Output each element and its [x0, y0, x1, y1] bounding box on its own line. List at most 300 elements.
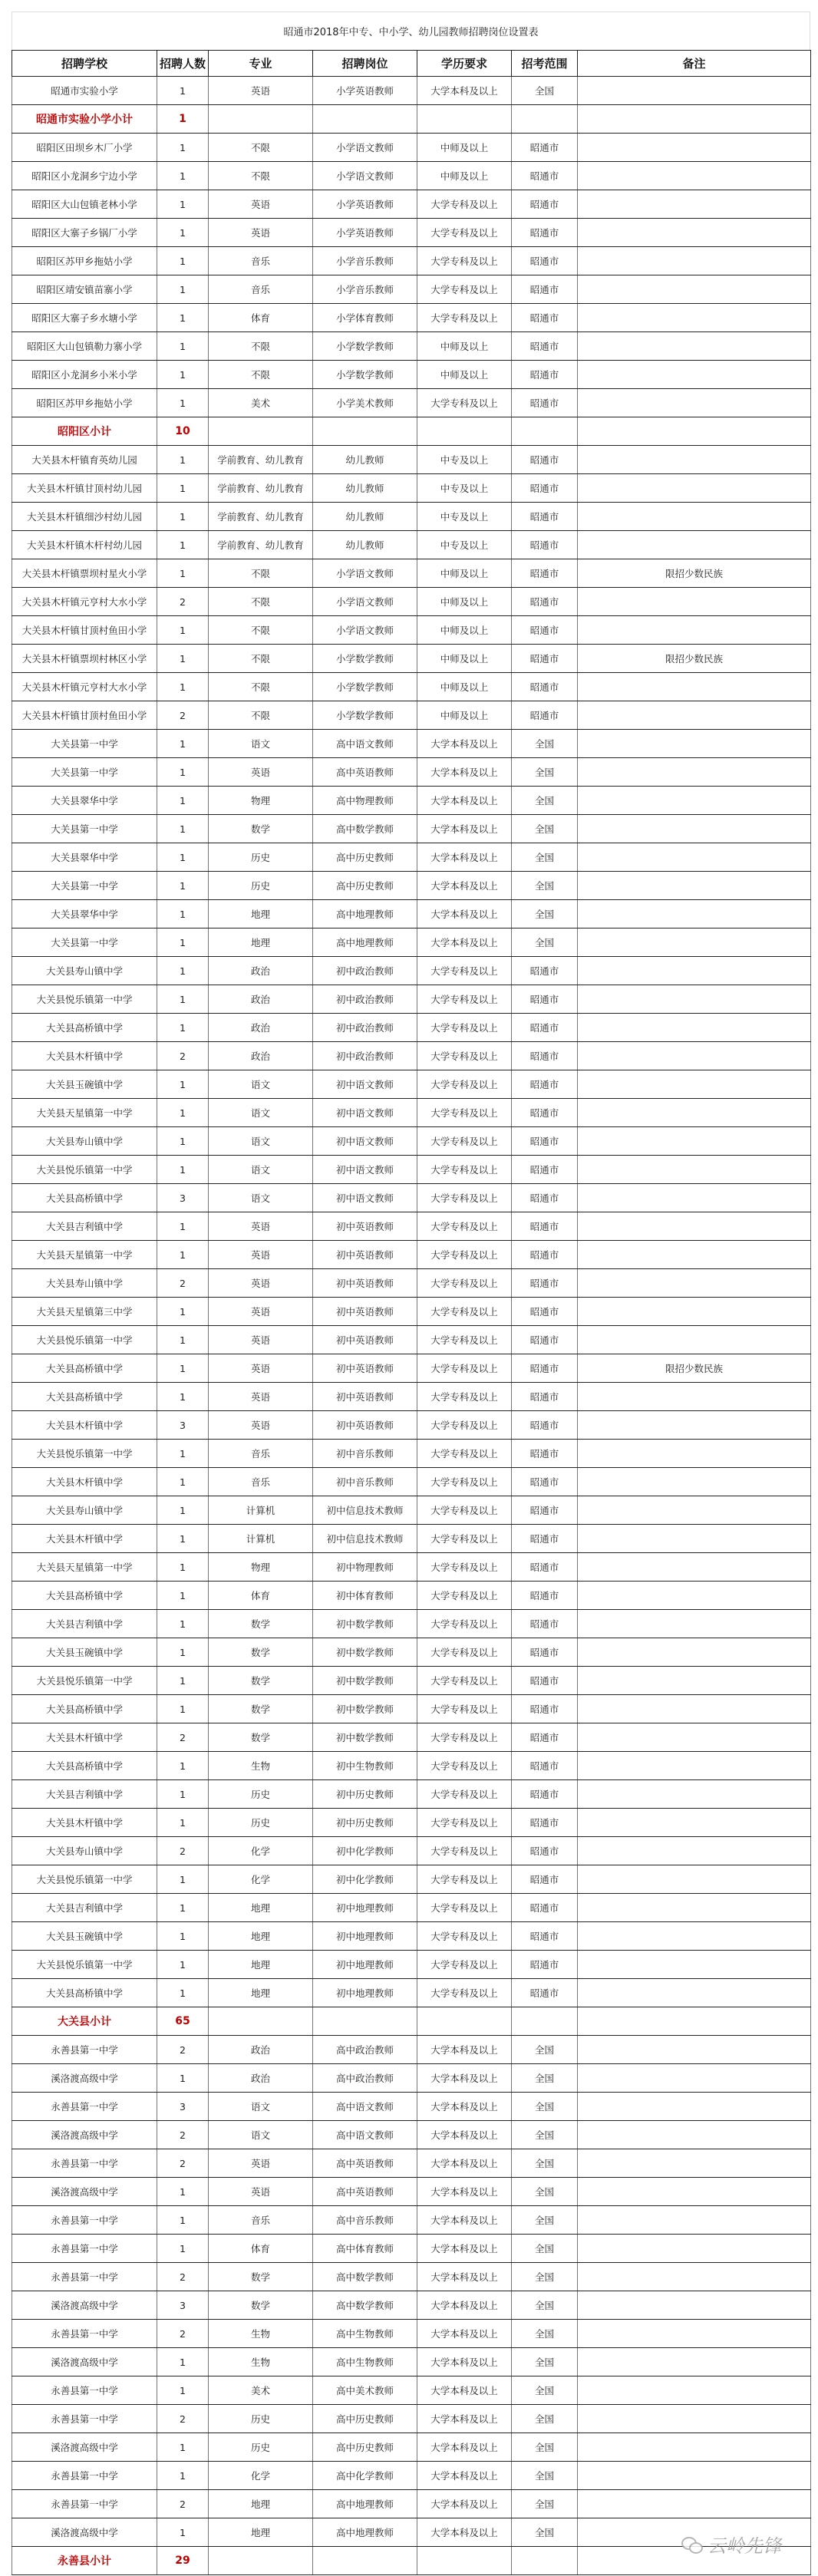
table-row	[12, 1468, 811, 1496]
cell-education: 大学本科及以上	[417, 2433, 512, 2462]
cell-count: 1	[157, 219, 209, 247]
cell-education: 大学本科及以上	[417, 872, 512, 900]
table-row	[12, 247, 811, 275]
table-row	[12, 332, 811, 361]
cell-note	[578, 673, 811, 701]
cell-count: 1	[157, 2178, 209, 2206]
cell-school: 大关县高桥镇中学	[12, 1979, 157, 2007]
cell-scope: 昭通市	[512, 1695, 578, 1723]
cell-education: 大学专科及以上	[417, 1383, 512, 1411]
cell-major: 地理	[209, 928, 313, 957]
cell-major: 学前教育、幼儿教育	[209, 474, 313, 503]
cell-note	[578, 1383, 811, 1411]
table-row	[12, 162, 811, 190]
table-row	[12, 1156, 811, 1184]
cell-major: 政治	[209, 957, 313, 985]
cell-scope: 全国	[512, 843, 578, 872]
cell-post: 小学数学教师	[313, 701, 417, 730]
table-row	[12, 1525, 811, 1553]
cell-scope: 昭通市	[512, 1269, 578, 1298]
cell-scope: 昭通市	[512, 1951, 578, 1979]
cell-scope: 昭通市	[512, 1014, 578, 1042]
cell-count: 1	[157, 730, 209, 758]
cell-note	[578, 361, 811, 389]
cell-scope: 全国	[512, 872, 578, 900]
cell-post: 高中化学教师	[313, 2462, 417, 2490]
cell-count: 2	[157, 2405, 209, 2433]
cell-count: 2	[157, 2490, 209, 2518]
cell-education: 大学专科及以上	[417, 389, 512, 417]
cell-note	[578, 275, 811, 304]
cell-count: 3	[157, 2291, 209, 2320]
cell-school: 大关县悦乐镇第一中学	[12, 1865, 157, 1894]
cell-count: 1	[157, 1865, 209, 1894]
cell-count: 1	[157, 2206, 209, 2235]
cell-scope: 昭通市	[512, 1042, 578, 1070]
cell-post: 幼儿教师	[313, 446, 417, 474]
cell-education: 中师及以上	[417, 361, 512, 389]
header-school: 招聘学校	[12, 51, 157, 77]
cell-school: 大关县天星镇第一中学	[12, 1553, 157, 1582]
cell-major: 政治	[209, 2036, 313, 2064]
cell-education: 中师及以上	[417, 645, 512, 673]
cell-post: 初中数学教师	[313, 1723, 417, 1752]
cell-post: 初中语文教师	[313, 1184, 417, 1212]
cell-school: 溪洛渡高级中学	[12, 2291, 157, 2320]
cell-education: 大学专科及以上	[417, 1809, 512, 1837]
cell-major: 地理	[209, 900, 313, 928]
cell-scope: 昭通市	[512, 1837, 578, 1865]
cell-count: 1	[157, 361, 209, 389]
cell-education: 大学专科及以上	[417, 1951, 512, 1979]
cell-post: 高中历史教师	[313, 843, 417, 872]
cell-post: 高中英语教师	[313, 2149, 417, 2178]
cell-scope: 昭通市	[512, 190, 578, 219]
cell-count: 1	[157, 1638, 209, 1667]
cell-note	[578, 2405, 811, 2433]
cell-count: 2	[157, 1837, 209, 1865]
cell-education: 大学专科及以上	[417, 1582, 512, 1610]
cell-major: 政治	[209, 1014, 313, 1042]
cell-note	[578, 2235, 811, 2263]
cell-major: 数学	[209, 1695, 313, 1723]
cell-school: 大关县寿山镇中学	[12, 1496, 157, 1525]
cell-post: 初中政治教师	[313, 1014, 417, 1042]
cell-note	[578, 1865, 811, 1894]
cell-school: 溪洛渡高级中学	[12, 2518, 157, 2547]
cell-scope: 全国	[512, 2376, 578, 2405]
cell-note	[578, 2064, 811, 2093]
table-row	[12, 928, 811, 957]
cell-major: 体育	[209, 2235, 313, 2263]
cell-major: 语文	[209, 1070, 313, 1099]
cell-count: 1	[157, 1127, 209, 1156]
cell-note	[578, 1894, 811, 1922]
table-row	[12, 2291, 811, 2320]
table-row	[12, 2433, 811, 2462]
cell-scope: 昭通市	[512, 1894, 578, 1922]
cell-school: 大关县木杆镇中学	[12, 1411, 157, 1440]
cell-school: 大关县木杆镇细沙村幼儿园	[12, 503, 157, 531]
cell-scope: 全国	[512, 787, 578, 815]
cell-education: 大学专科及以上	[417, 1099, 512, 1127]
cell-major: 语文	[209, 1099, 313, 1127]
cell-education: 大学本科及以上	[417, 928, 512, 957]
cell-post: 小学数学教师	[313, 673, 417, 701]
cell-note	[578, 1127, 811, 1156]
cell-post: 初中化学教师	[313, 1837, 417, 1865]
cell-scope: 昭通市	[512, 1440, 578, 1468]
cell-major: 物理	[209, 1553, 313, 1582]
cell-note: 限招少数民族	[578, 559, 811, 588]
cell-post: 高中地理教师	[313, 2518, 417, 2547]
cell-scope: 昭通市	[512, 275, 578, 304]
cell-major: 数学	[209, 815, 313, 843]
cell-count: 1	[157, 247, 209, 275]
cell-post: 小学语文教师	[313, 559, 417, 588]
table-row	[12, 815, 811, 843]
cell-count: 1	[157, 275, 209, 304]
table-row	[12, 559, 811, 588]
cell-count: 1	[157, 2462, 209, 2490]
cell-count: 1	[157, 1496, 209, 1525]
table-row	[12, 1496, 811, 1525]
cell-education: 大学专科及以上	[417, 304, 512, 332]
cell-post: 初中信息技术教师	[313, 1525, 417, 1553]
cell-count: 1	[157, 1383, 209, 1411]
cell-scope: 昭通市	[512, 1638, 578, 1667]
cell-education: 中师及以上	[417, 332, 512, 361]
cell-scope: 昭通市	[512, 559, 578, 588]
cell-count: 10	[157, 417, 209, 446]
cell-education: 大学专科及以上	[417, 1070, 512, 1099]
cell-post: 初中历史教师	[313, 1809, 417, 1837]
cell-education: 大学专科及以上	[417, 1042, 512, 1070]
cell-post: 高中历史教师	[313, 872, 417, 900]
cell-school: 昭阳区苏甲乡拖姑小学	[12, 389, 157, 417]
cell-count: 2	[157, 701, 209, 730]
cell-education: 中专及以上	[417, 503, 512, 531]
cell-major: 英语	[209, 1269, 313, 1298]
cell-school: 大关县木杆镇甘顶村幼儿园	[12, 474, 157, 503]
cell-education: 大学专科及以上	[417, 1156, 512, 1184]
cell-school: 溪洛渡高级中学	[12, 2121, 157, 2149]
table-row	[12, 872, 811, 900]
cell-education: 大学本科及以上	[417, 2348, 512, 2376]
cell-count: 1	[157, 389, 209, 417]
cell-count: 1	[157, 815, 209, 843]
cell-count: 1	[157, 1752, 209, 1780]
cell-school: 大关县高桥镇中学	[12, 1354, 157, 1383]
cell-note	[578, 134, 811, 162]
table-row	[12, 1440, 811, 1468]
table-row	[12, 673, 811, 701]
cell-post: 初中英语教师	[313, 1298, 417, 1326]
table-row	[12, 2490, 811, 2518]
cell-major: 不限	[209, 134, 313, 162]
cell-note	[578, 247, 811, 275]
cell-education: 大学本科及以上	[417, 2064, 512, 2093]
cell-count: 2	[157, 2320, 209, 2348]
cell-note	[578, 787, 811, 815]
cell-scope: 昭通市	[512, 1752, 578, 1780]
cell-note	[578, 474, 811, 503]
cell-note	[578, 1440, 811, 1468]
cell-post: 初中数学教师	[313, 1610, 417, 1638]
cell-major: 音乐	[209, 275, 313, 304]
table-row	[12, 1553, 811, 1582]
table-row	[12, 2462, 811, 2490]
cell-count: 1	[157, 1667, 209, 1695]
cell-school: 大关县吉利镇中学	[12, 1610, 157, 1638]
cell-scope: 昭通市	[512, 247, 578, 275]
cell-education: 大学专科及以上	[417, 1894, 512, 1922]
cell-scope: 昭通市	[512, 1979, 578, 2007]
cell-major: 化学	[209, 1865, 313, 1894]
cell-education: 大学专科及以上	[417, 219, 512, 247]
cell-education: 大学专科及以上	[417, 1723, 512, 1752]
cell-scope: 昭通市	[512, 957, 578, 985]
table-row	[12, 1752, 811, 1780]
table-row	[12, 1326, 811, 1354]
table-row	[12, 1070, 811, 1099]
cell-school: 大关县木杆镇中学	[12, 1723, 157, 1752]
cell-count: 2	[157, 2121, 209, 2149]
cell-major: 地理	[209, 1894, 313, 1922]
cell-school: 昭阳区大寨子乡水塘小学	[12, 304, 157, 332]
cell-count: 1	[157, 985, 209, 1014]
cell-count: 1	[157, 134, 209, 162]
cell-school: 永善县第一中学	[12, 2490, 157, 2518]
cell-note	[578, 1298, 811, 1326]
cell-scope: 昭通市	[512, 332, 578, 361]
cell-education: 大学本科及以上	[417, 815, 512, 843]
cell-post: 高中地理教师	[313, 2490, 417, 2518]
cell-scope: 全国	[512, 2036, 578, 2064]
cell-scope: 全国	[512, 2093, 578, 2121]
cell-post: 初中体育教师	[313, 1582, 417, 1610]
cell-school: 大关县高桥镇中学	[12, 1184, 157, 1212]
cell-note	[578, 730, 811, 758]
cell-education: 大学本科及以上	[417, 2036, 512, 2064]
cell-scope: 昭通市	[512, 985, 578, 1014]
cell-school: 永善县第一中学	[12, 2093, 157, 2121]
cell-major: 不限	[209, 616, 313, 645]
cell-scope: 昭通市	[512, 1127, 578, 1156]
table-row	[12, 2178, 811, 2206]
cell-education: 大学专科及以上	[417, 1525, 512, 1553]
cell-note	[578, 190, 811, 219]
cell-school: 永善县第一中学	[12, 2376, 157, 2405]
cell-major: 化学	[209, 2462, 313, 2490]
table-row	[12, 730, 811, 758]
cell-scope: 昭通市	[512, 1468, 578, 1496]
table-row	[12, 2405, 811, 2433]
cell-major: 数学	[209, 1610, 313, 1638]
cell-scope	[512, 2547, 578, 2575]
cell-school: 大关县寿山镇中学	[12, 957, 157, 985]
cell-scope: 昭通市	[512, 1922, 578, 1951]
cell-major: 英语	[209, 1212, 313, 1241]
cell-count: 1	[157, 1809, 209, 1837]
cell-post: 初中英语教师	[313, 1411, 417, 1440]
cell-post: 小学数学教师	[313, 645, 417, 673]
table-row	[12, 1837, 811, 1865]
cell-scope: 全国	[512, 2320, 578, 2348]
cell-note	[578, 1780, 811, 1809]
cell-education: 大学本科及以上	[417, 758, 512, 787]
cell-count: 1	[157, 1553, 209, 1582]
cell-post: 初中物理教师	[313, 1553, 417, 1582]
table-row	[12, 645, 811, 673]
cell-post: 小学语文教师	[313, 134, 417, 162]
cell-note	[578, 2263, 811, 2291]
cell-major: 英语	[209, 1298, 313, 1326]
table-row	[12, 957, 811, 985]
cell-education: 大学本科及以上	[417, 2405, 512, 2433]
cell-scope: 昭通市	[512, 1099, 578, 1127]
cell-education: 大学专科及以上	[417, 1922, 512, 1951]
cell-education: 大学专科及以上	[417, 1865, 512, 1894]
cell-major: 地理	[209, 1922, 313, 1951]
cell-school: 大关县木杆镇中学	[12, 1042, 157, 1070]
cell-education: 大学专科及以上	[417, 1610, 512, 1638]
cell-scope: 昭通市	[512, 1212, 578, 1241]
cell-count: 1	[157, 1780, 209, 1809]
cell-scope: 全国	[512, 2490, 578, 2518]
cell-scope: 全国	[512, 2462, 578, 2490]
cell-count: 1	[157, 1525, 209, 1553]
cell-note	[578, 503, 811, 531]
cell-major: 政治	[209, 985, 313, 1014]
cell-post: 初中信息技术教师	[313, 1496, 417, 1525]
cell-count: 2	[157, 588, 209, 616]
cell-count: 3	[157, 2093, 209, 2121]
table-row	[12, 1695, 811, 1723]
cell-note	[578, 815, 811, 843]
cell-major: 语文	[209, 1127, 313, 1156]
cell-note	[578, 1269, 811, 1298]
cell-scope: 全国	[512, 2348, 578, 2376]
cell-post: 高中生物教师	[313, 2320, 417, 2348]
cell-post: 初中化学教师	[313, 1865, 417, 1894]
cell-count: 1	[157, 1610, 209, 1638]
cell-school: 昭阳区田坝乡木厂小学	[12, 134, 157, 162]
cell-count: 2	[157, 1723, 209, 1752]
cell-major: 英语	[209, 1354, 313, 1383]
cell-major: 地理	[209, 1979, 313, 2007]
cell-note	[578, 162, 811, 190]
cell-count: 1	[157, 304, 209, 332]
cell-school: 大关县悦乐镇第一中学	[12, 1440, 157, 1468]
cell-scope: 昭通市	[512, 588, 578, 616]
cell-note	[578, 77, 811, 105]
cell-note	[578, 2462, 811, 2490]
cell-post	[313, 417, 417, 446]
cell-major: 语文	[209, 730, 313, 758]
cell-major: 不限	[209, 332, 313, 361]
cell-education	[417, 2007, 512, 2036]
cell-education: 大学本科及以上	[417, 2462, 512, 2490]
cell-education: 大学专科及以上	[417, 1667, 512, 1695]
cell-note	[578, 1667, 811, 1695]
cell-education: 大学专科及以上	[417, 1752, 512, 1780]
cell-education: 大学专科及以上	[417, 1553, 512, 1582]
cell-major: 音乐	[209, 2206, 313, 2235]
cell-school: 大关县木杆镇甘顶村鱼田小学	[12, 616, 157, 645]
cell-scope: 全国	[512, 2064, 578, 2093]
cell-post: 初中地理教师	[313, 1951, 417, 1979]
cell-scope: 昭通市	[512, 1298, 578, 1326]
cell-education	[417, 417, 512, 446]
cell-school: 大关县木杆镇中学	[12, 1525, 157, 1553]
cell-education: 大学专科及以上	[417, 1440, 512, 1468]
cell-note	[578, 1553, 811, 1582]
cell-school: 昭阳区苏甲乡拖姑小学	[12, 247, 157, 275]
cell-note	[578, 332, 811, 361]
cell-count: 1	[157, 1468, 209, 1496]
cell-scope: 昭通市	[512, 134, 578, 162]
cell-count: 1	[157, 1894, 209, 1922]
cell-education: 大学本科及以上	[417, 2206, 512, 2235]
cell-school: 大关县小计	[12, 2007, 157, 2036]
sheet-title: 昭通市2018年中专、中小学、幼儿园教师招聘岗位设置表	[12, 12, 810, 50]
table-row	[12, 1042, 811, 1070]
cell-count: 1	[157, 1014, 209, 1042]
cell-post	[313, 2547, 417, 2575]
cell-count: 1	[157, 787, 209, 815]
cell-post: 小学美术教师	[313, 389, 417, 417]
wechat-icon	[681, 2535, 704, 2554]
table-row	[12, 616, 811, 645]
cell-education: 大学本科及以上	[417, 843, 512, 872]
cell-education: 中师及以上	[417, 588, 512, 616]
cell-count: 1	[157, 2376, 209, 2405]
cell-school: 溪洛渡高级中学	[12, 2348, 157, 2376]
cell-major: 数学	[209, 2291, 313, 2320]
cell-school: 永善县小计	[12, 2547, 157, 2575]
cell-major: 不限	[209, 645, 313, 673]
cell-note	[578, 1525, 811, 1553]
cell-major: 数学	[209, 1723, 313, 1752]
cell-count: 1	[157, 531, 209, 559]
cell-education: 大学本科及以上	[417, 77, 512, 105]
cell-post: 初中生物教师	[313, 1752, 417, 1780]
cell-scope: 全国	[512, 928, 578, 957]
cell-note	[578, 2433, 811, 2462]
cell-scope: 全国	[512, 2518, 578, 2547]
cell-note	[578, 1496, 811, 1525]
cell-major: 英语	[209, 1326, 313, 1354]
cell-post: 小学英语教师	[313, 219, 417, 247]
table-row	[12, 2036, 811, 2064]
cell-count: 1	[157, 645, 209, 673]
cell-education: 大学专科及以上	[417, 1979, 512, 2007]
cell-post: 高中体育教师	[313, 2235, 417, 2263]
cell-education: 中师及以上	[417, 134, 512, 162]
cell-count: 1	[157, 1241, 209, 1269]
cell-education: 大学专科及以上	[417, 1638, 512, 1667]
cell-education: 大学本科及以上	[417, 2291, 512, 2320]
header-count: 招聘人数	[157, 51, 209, 77]
cell-major: 不限	[209, 361, 313, 389]
cell-post: 高中生物教师	[313, 2348, 417, 2376]
table-row	[12, 2093, 811, 2121]
cell-note	[578, 1326, 811, 1354]
table-row	[12, 474, 811, 503]
header-post: 招聘岗位	[313, 51, 417, 77]
cell-scope: 昭通市	[512, 1667, 578, 1695]
